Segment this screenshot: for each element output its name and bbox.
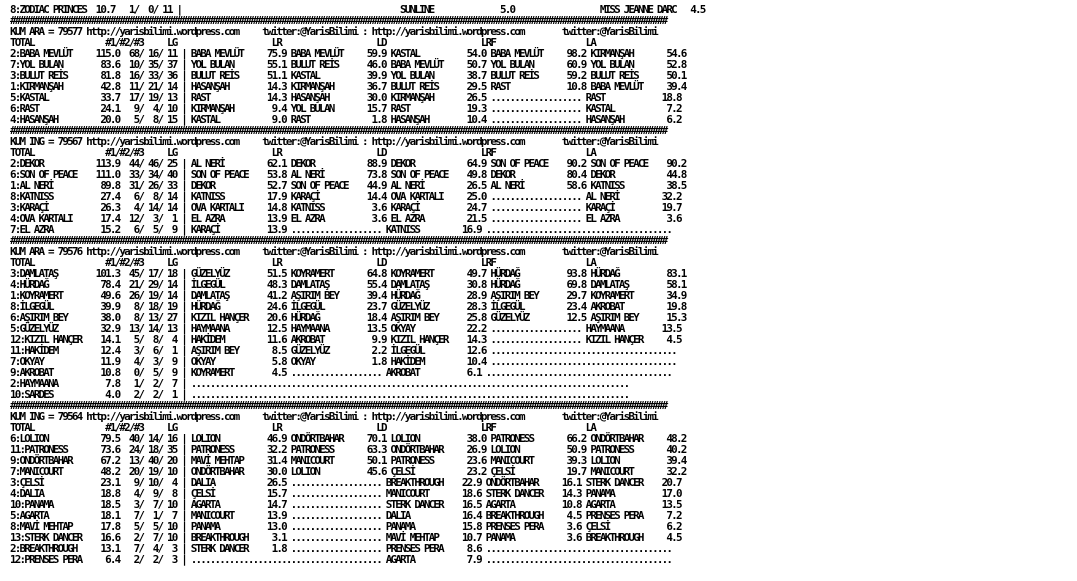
text-line: 7:YOL BULAN 83.6 10/ 35/ 37 | YOL BULAN 55.1 BULUT REİS 46.0 BABA MEVLÜT 50.7 YOL BULAN 60.9 YOL BULAN 52.8 xyxy=(10,58,686,71)
text-line: 7:EL AZRA 15.2 6/ 5/ 9 | KARAÇİ 13.9 ................... KATNISS 16.9 ....................................... xyxy=(10,223,672,236)
text-line: 2:BABA MEVLÜT 115.0 68/ 16/ 11 | BABA MEVLÜT 75.9 BABA MEVLÜT 59.9 KASTAL 54.0 BABA MEVLÜT 98.2 KIRMANŞAH 54.6 xyxy=(10,47,686,60)
text-line: 1:KOYRAMERT 49.6 26/ 19/ 14 | DAMLATAŞ 41.2 AŞIRIM BEY 39.4 HÜRDAĞ 28.9 AŞIRIM BEY 29.7 KOYRAMERT 34.9 xyxy=(10,289,686,302)
text-line: 9:ONDÖRTBAHAR 67.2 13/ 40/ 20 | MAVİ MEHTAP 31.4 MANICOURT 50.1 PATRONESS 23.6 MANICOURT 39.3 LOLION 39.4 xyxy=(10,454,686,467)
text-line: ########################################################################################################################################## xyxy=(10,14,667,27)
text-line: 11:HAKİDEM 12.4 3/ 6/ 1 | AŞIRIM BEY 8.5 GÜZELYÜZ 2.2 İLGEGÜL 12.6 ....................................... xyxy=(10,344,676,357)
text-line: KUM ING = 79564 http://yarisbilimi.wordpress.com twitter:@YarisBilimi : http://yarisbilimi.wordpress.com twitter:@YarisBilimi xyxy=(10,410,657,423)
text-line: 10:SARDES 4.0 2/ 2/ 1 | ............................................................................................ xyxy=(10,388,629,401)
text-line: 7:MANICOURT 48.2 20/ 19/ 10 | ONDÖRTBAHAR 30.0 LOLION 45.6 ÇELSİ 23.2 ÇELSİ 19.7 MANICOURT 32.2 xyxy=(10,465,686,478)
text-line: TOTAL #1/#2/#3 LG LR LD LRF LA xyxy=(10,256,596,269)
text-line: 8:İLGEGÜL 39.9 8/ 18/ 19 | HÜRDAĞ 24.6 İLGEGÜL 23.7 GÜZELYÜZ 28.3 İLGEGÜL 23.4 AKROBAT 19.8 xyxy=(10,300,686,313)
text-line: 4:HÜRDAĞ 78.4 21/ 29/ 14 | İLGEGÜL 48.3 DAMLATAŞ 55.4 DAMLATAŞ 30.8 HÜRDAĞ 69.8 DAMLATAŞ 58.1 xyxy=(10,278,686,291)
text-line: 9:AKROBAT 10.8 0/ 5/ 9 | KOYRAMERT 4.5 ................... AKROBAT 6.1 ....................................... xyxy=(10,366,672,379)
text-line: KUM ING = 79567 http://yarisbilimi.wordpress.com twitter:@YarisBilimi : http://yarisbilimi.wordpress.com twitter:@YarisBilimi xyxy=(10,135,657,148)
text-line: 2:DEKOR 113.9 44/ 46/ 25 | AL NERİ 62.1 DEKOR 88.9 DEKOR 64.9 SON OF PEACE 90.2 SON OF PEACE 90.2 xyxy=(10,157,686,170)
text-line: 5:GÜZELYÜZ 32.9 13/ 14/ 13 | HAYMAANA 12.5 HAYMAANA 13.5 OKYAY 22.2 ................... HAYMAANA 13.5 xyxy=(10,322,681,335)
text-line: 11:PATRONESS 73.6 24/ 18/ 35 | PATRONESS 32.2 PATRONESS 63.3 ONDÖRTBAHAR 26.9 LOLION 50.9 PATRONESS 40.2 xyxy=(10,443,686,456)
text-line: 8:MAVİ MEHTAP 17.8 5/ 5/ 10 | PANAMA 13.0 ................... PANAMA 15.8 PRENSES PERA 3.6 ÇELSİ 6.2 xyxy=(10,520,681,533)
text-line: 12:PRENSES PERA 6.4 2/ 2/ 3 | ........................................ AGARTA 7.9 ....................................... xyxy=(10,553,672,566)
text-line: 3:BULUT REİS 81.8 16/ 33/ 36 | BULUT REİS 51.1 KASTAL 39.9 YOL BULAN 38.7 BULUT REİS 59.2 BULUT REİS 50.1 xyxy=(10,69,686,82)
text-line: 4:HASANŞAH 20.0 5/ 8/ 15 | KASTAL 9.0 RAST 1.8 HASANŞAH 10.4 ................... HASANŞAH 6.2 xyxy=(10,113,681,126)
text-line: 7:OKYAY 11.9 4/ 3/ 9 | OKYAY 5.8 OKYAY 1.8 HAKİDEM 10.4 ....................................... xyxy=(10,355,676,368)
text-line: 13:STERK DANCER 16.6 2/ 7/ 10 | BREAKTHROUGH 3.1 ................... MAVİ MEHTAP 10.7 PANAMA 3.6 BREAKTHROUGH 4.5 xyxy=(10,531,681,544)
text-line: ########################################################################################################################################## xyxy=(10,124,667,137)
text-line: 3:KARAÇİ 26.3 4/ 14/ 14 | OVA KARTALI 14.8 KATNISS 3.6 KARAÇİ 24.7 ................... KARAÇİ 19.7 xyxy=(10,201,681,214)
text-line: 5:AGARTA 18.1 7/ 1/ 7 | MANICOURT 13.9 ................... DALIA 16.4 BREAKTHROUGH 4.5 PRENSES PERA 7.2 xyxy=(10,509,681,522)
text-line: 10:PANAMA 18.5 3/ 7/ 10 | AGARTA 14.7 ................... STERK DANCER 16.5 AGARTA 10.8 AGARTA 13.5 xyxy=(10,498,681,511)
text-line: 12:KIZIL HANÇER 14.1 5/ 8/ 4 | HAKİDEM 11.6 AKROBAT 9.9 KIZIL HANÇER 14.3 ................... KIZIL HANÇER 4.5 xyxy=(10,333,681,346)
text-line: 6:SON OF PEACE 111.0 33/ 34/ 40 | SON OF PEACE 53.8 AL NERİ 73.8 SON OF PEACE 49.8 DEKOR 80.4 DEKOR 44.8 xyxy=(10,168,686,181)
text-line: TOTAL #1/#2/#3 LG LR LD LRF LA xyxy=(10,36,596,49)
text-line: KUM ARA = 79576 http://yarisbilimi.wordpress.com twitter:@YarisBilimi : http://yarisbilimi.wordpress.com twitter:@YarisBilimi xyxy=(10,245,657,258)
text-line: 8:KATNISS 27.4 6/ 8/ 14 | KATNISS 17.9 KARAÇİ 14.4 OVA KARTALI 25.0 ................... AL NERİ 32.2 xyxy=(10,190,681,203)
text-line: 4:DALIA 18.8 4/ 9/ 8 | ÇELSİ 15.7 ................... MANICOURT 18.6 STERK DANCER 14.3 PANAMA 17.0 xyxy=(10,487,681,500)
text-line: 1:KIRMANŞAH 42.8 11/ 21/ 14 | HASANŞAH 14.3 KIRMANŞAH 36.7 BULUT REİS 29.5 RAST 10.8 BABA MEVLÜT 39.4 xyxy=(10,80,686,93)
text-line: ########################################################################################################################################## xyxy=(10,234,667,247)
text-line: 1:AL NERİ 89.8 31/ 26/ 33 | DEKOR 52.7 SON OF PEACE 44.9 AL NERİ 26.5 AL NERİ 58.6 KATNISS 38.5 xyxy=(10,179,686,192)
text-line: 2:HAYMAANA 7.8 1/ 2/ 7 | ............................................................................................ xyxy=(10,377,629,390)
text-line: 8:ZODIAC PRINCES 10.7 1/ 0/ 11 | SUNLINE 5.0 MISS JEANNE DARC 4.5 xyxy=(10,3,705,16)
text-line: 5:KASTAL 33.7 17/ 19/ 13 | RAST 14.3 HASANŞAH 30.0 KIRMANŞAH 26.5 ................... RAST 18.8 xyxy=(10,91,681,104)
text-line: 6:LOLION 79.5 40/ 14/ 16 | LOLION 46.9 ONDÖRTBAHAR 70.1 LOLION 38.0 PATRONESS 66.2 ONDÖRTBAHAR 48.2 xyxy=(10,432,686,445)
text-line: 6:RAST 24.1 9/ 4/ 10 | KIRMANŞAH 9.4 YOL BULAN 15.7 RAST 19.3 ................... KASTAL 7.2 xyxy=(10,102,681,115)
text-line: 3:ÇELSİ 23.1 9/ 10/ 4 | DALIA 26.5 ................... BREAKTHROUGH 22.9 ONDÖRTBAHAR 16.1 STERK DANCER 20.7 xyxy=(10,476,681,489)
text-line: KUM ARA = 79577 http://yarisbilimi.wordpress.com twitter:@YarisBilimi : http://yarisbilimi.wordpress.com twitter:@YarisBilimi xyxy=(10,25,657,38)
text-line: 2:BREAKTHROUGH 13.1 7/ 4/ 3 | STERK DANCER 1.8 ................... PRENSES PERA 8.6 ....................................... xyxy=(10,542,672,555)
text-line: 4:OVA KARTALI 17.4 12/ 3/ 1 | EL AZRA 13.9 EL AZRA 3.6 EL AZRA 21.5 ................... EL AZRA 3.6 xyxy=(10,212,681,225)
text-line: 3:DAMLATAŞ 101.3 45/ 17/ 18 | GÜZELYÜZ 51.5 KOYRAMERT 64.8 KOYRAMERT 49.7 HÜRDAĞ 93.8 HÜRDAĞ 83.1 xyxy=(10,267,686,280)
text-line: TOTAL #1/#2/#3 LG LR LD LRF LA xyxy=(10,421,596,434)
text-line: 6:AŞIRIM BEY 38.0 8/ 13/ 27 | KIZIL HANÇER 20.6 HÜRDAĞ 18.4 AŞIRIM BEY 25.8 GÜZELYÜZ 12.5 AŞIRIM BEY 15.3 xyxy=(10,311,686,324)
text-line: ########################################################################################################################################## xyxy=(10,399,667,412)
text-line: TOTAL #1/#2/#3 LG LR LD LRF LA xyxy=(10,146,596,159)
